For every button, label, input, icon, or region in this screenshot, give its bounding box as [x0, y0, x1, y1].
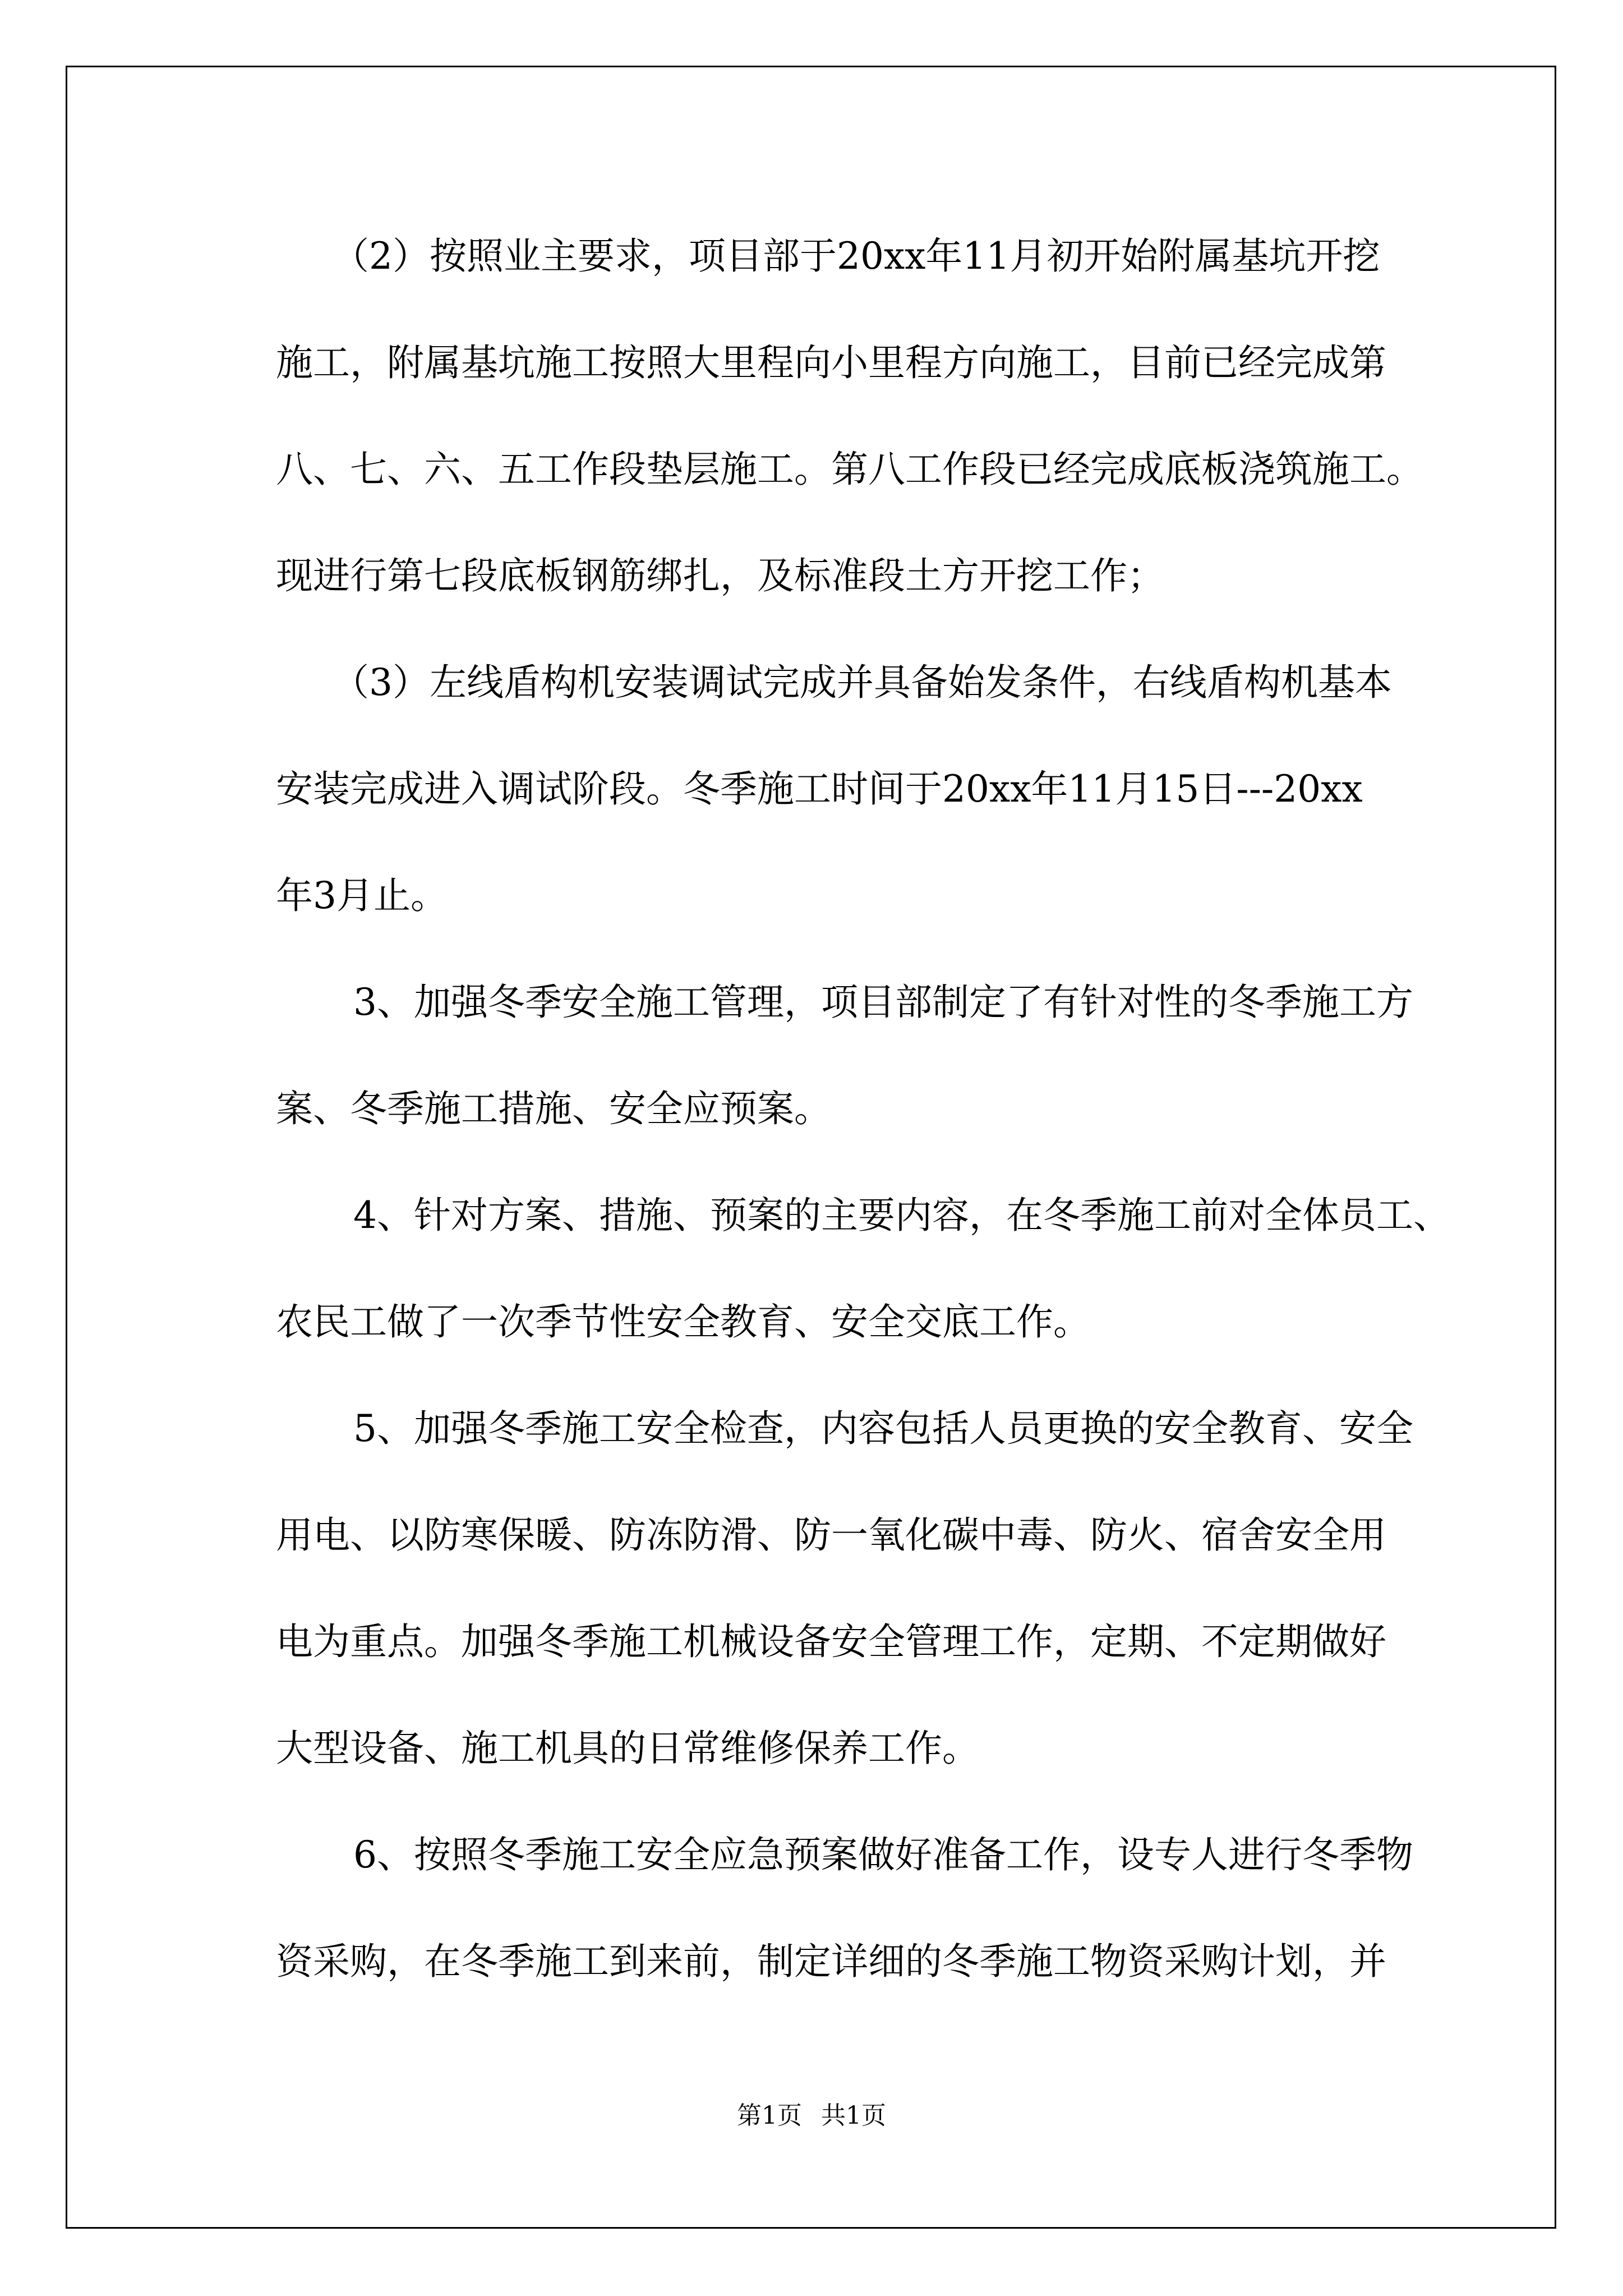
page-footer — [0, 2095, 1623, 2131]
paragraph-line: 大型设备、施工机具的日常维修保养工作。 — [276, 1727, 979, 1770]
paragraph-1 — [199, 203, 1432, 629]
paragraph-line: 5、加强冬季施工安全检查，内容包括人员更换的安全教育、安全 — [353, 1407, 1413, 1450]
paragraph-line: 农民工做了一次季节性安全教育、安全交底工作。 — [276, 1300, 1090, 1343]
paragraph-line: 现进行第七段底板钢筋绑扎，及标准段土方开挖工作； — [276, 554, 1164, 597]
paragraph-line: 年3月止。 — [276, 874, 448, 917]
paragraph-line: 施工，附属基坑施工按照大里程向小里程方向施工，目前已经完成第 — [276, 341, 1386, 384]
paragraph-line: 3、加强冬季安全施工管理，项目部制定了有针对性的冬季施工方 — [353, 981, 1413, 1024]
paragraph-line: 4、针对方案、措施、预案的主要内容，在冬季施工前对全体员工、 — [353, 1194, 1450, 1237]
paragraph-line: 案、冬季施工措施、安全应预案。 — [276, 1087, 831, 1130]
paragraph-4 — [199, 1162, 1450, 1375]
page-number-total: 共1页 — [821, 2101, 886, 2130]
paragraph-line: 用电、以防寒保暖、防冻防滑、防一氧化碳中毒、防火、宿舍安全用 — [276, 1513, 1386, 1557]
page-number-current: 第1页 — [737, 2101, 802, 2130]
paragraph-line: 八、七、六、五工作段垫层施工。第八工作段已经完成底板浇筑施工。 — [276, 448, 1423, 491]
paragraph-5 — [199, 1375, 1432, 1802]
paragraph-line: 6、按照冬季施工安全应急预案做好准备工作，设专人进行冬季物 — [353, 1833, 1413, 1876]
document-body — [199, 203, 1450, 2015]
paragraph-6 — [199, 1802, 1432, 2015]
paragraph-2 — [199, 629, 1432, 949]
paragraph-3 — [199, 949, 1432, 1162]
paragraph-line: 电为重点。加强冬季施工机械设备安全管理工作，定期、不定期做好 — [276, 1620, 1386, 1663]
paragraph-line: 安装完成进入调试阶段。冬季施工时间于20xx年11月15日---20xx — [276, 767, 1363, 811]
paragraph-line: 资采购，在冬季施工到来前，制定详细的冬季施工物资采购计划，并 — [276, 1940, 1386, 1983]
paragraph-line: （3）左线盾构机安装调试完成并具备始发条件，右线盾构机基本 — [332, 661, 1392, 704]
paragraph-line: （2）按照业主要求，项目部于20xx年11月初开始附属基坑开挖 — [332, 234, 1380, 278]
